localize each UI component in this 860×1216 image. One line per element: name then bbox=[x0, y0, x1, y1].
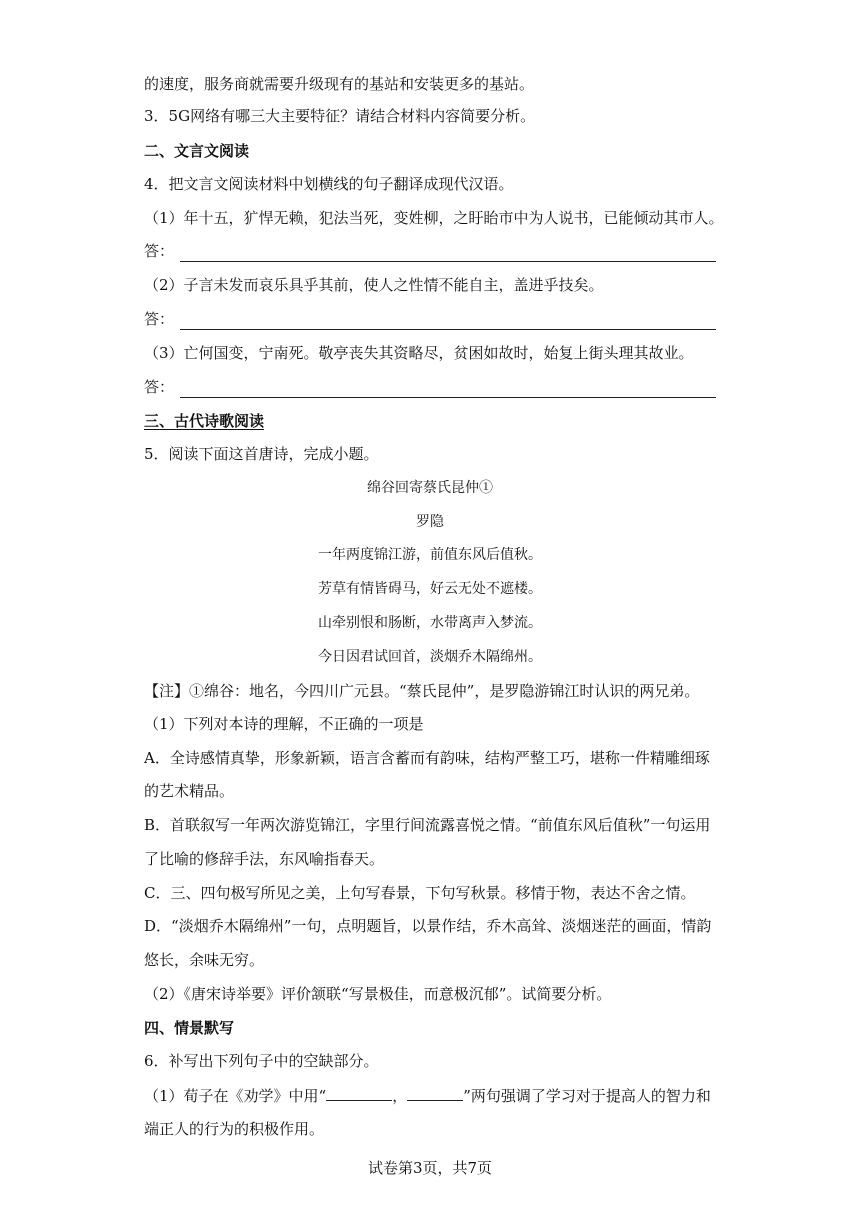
sub-question-2: （2）《唐宋诗举要》评价颔联“写景极佳，而意极沉郁”。试简要分析。 bbox=[144, 985, 612, 1003]
poem-line: 一年两度锦江游，前值东风后值秋。 bbox=[318, 547, 542, 563]
answer-label: 答： bbox=[144, 242, 175, 260]
poem-line: 山牵别恨和肠断，水带离声入梦流。 bbox=[318, 615, 542, 631]
dictation-suffix: ”两句强调了学习对于提高人的智力和 bbox=[463, 1087, 711, 1105]
answer-line-2[interactable] bbox=[144, 308, 716, 330]
answer-blank-1[interactable] bbox=[180, 245, 716, 262]
translation-sentence-3: （3）亡何国变，宁南死。敬亭丧失其资略尽，贫困如故时，始复上街头理其故业。 bbox=[144, 344, 694, 362]
answer-line-1[interactable] bbox=[144, 240, 716, 262]
dictation-comma: ， bbox=[392, 1087, 408, 1105]
poem-line: 今日因君试回首，淡烟乔木隔绵州。 bbox=[318, 649, 542, 665]
option-b-continued: 了比喻的修辞手法，东风喻指春天。 bbox=[144, 850, 385, 868]
text-line: 的速度，服务商就需要升级现有的基站和安装更多的基站。 bbox=[144, 75, 535, 93]
translation-sentence-1: （1）年十五，犷悍无赖，犯法当死，变姓柳，之盱眙市中为人说书，已能倾动其市人。 bbox=[144, 209, 724, 227]
dictation-blank-2[interactable] bbox=[407, 1084, 463, 1101]
question-6: 6．补写出下列句子中的空缺部分。 bbox=[144, 1052, 379, 1070]
option-a-continued: 的艺术精品。 bbox=[144, 782, 235, 800]
option-d[interactable]: D．“淡烟乔木隔绵州”一句，点明题旨，以景作结，乔木高耸、淡烟迷茫的画面，情韵 bbox=[144, 917, 712, 935]
poem-line: 芳草有情皆碍马，好云无处不遮楼。 bbox=[318, 581, 542, 597]
poem-author: 罗隐 bbox=[416, 514, 444, 530]
answer-label: 答： bbox=[144, 310, 175, 328]
answer-blank-2[interactable] bbox=[180, 313, 716, 330]
dictation-blank-1[interactable] bbox=[326, 1084, 392, 1101]
sub-question-1: （1）下列对本诗的理解，不正确的一项是 bbox=[144, 715, 424, 733]
option-d-continued: 悠长，余味无穷。 bbox=[144, 951, 265, 969]
poem-note: 【注】①绵谷：地名，今四川广元县。“蔡氏昆仲”，是罗隐游锦江时认识的两兄弟。 bbox=[144, 682, 700, 700]
dictation-item-1 bbox=[144, 1084, 716, 1107]
section-heading-dictation: 四、情景默写 bbox=[144, 1019, 235, 1037]
section-heading-classical-chinese: 二、文言文阅读 bbox=[144, 142, 250, 160]
translation-sentence-2: （2）子言未发而哀乐具乎其前，使人之性情不能自主，盖进乎技矣。 bbox=[144, 276, 604, 294]
option-a[interactable]: A．全诗感情真挚，形象新颖，语言含蓄而有韵味，结构严整工巧，堪称一件精雕细琢 bbox=[144, 749, 710, 767]
answer-blank-3[interactable] bbox=[180, 381, 716, 398]
question-5: 5．阅读下面这首唐诗，完成小题。 bbox=[144, 445, 379, 463]
dictation-item-1-continued: 端正人的行为的积极作用。 bbox=[144, 1120, 325, 1138]
question-4: 4．把文言文阅读材料中划横线的句子翻译成现代汉语。 bbox=[144, 175, 514, 193]
option-b[interactable]: B．首联叙写一年两次游览锦江，字里行间流露喜悦之情。“前值东风后值秋”一句运用 bbox=[144, 816, 711, 834]
poem-title: 绵谷回寄蔡氏昆仲① bbox=[367, 480, 493, 496]
answer-line-3[interactable] bbox=[144, 376, 716, 398]
answer-label: 答： bbox=[144, 378, 175, 396]
page-footer: 试卷第3页，共7页 bbox=[367, 1159, 493, 1177]
option-c[interactable]: C．三、四句极写所见之美，上句写春景，下句写秋景。移情于物，表达不舍之情。 bbox=[144, 884, 696, 902]
dictation-prefix: （1）荀子在《劝学》中用“ bbox=[144, 1087, 327, 1105]
section-heading-poetry: 三、古代诗歌阅读 bbox=[144, 412, 265, 430]
question-3: 3．5G网络有哪三大主要特征？请结合材料内容简要分析。 bbox=[144, 107, 536, 125]
